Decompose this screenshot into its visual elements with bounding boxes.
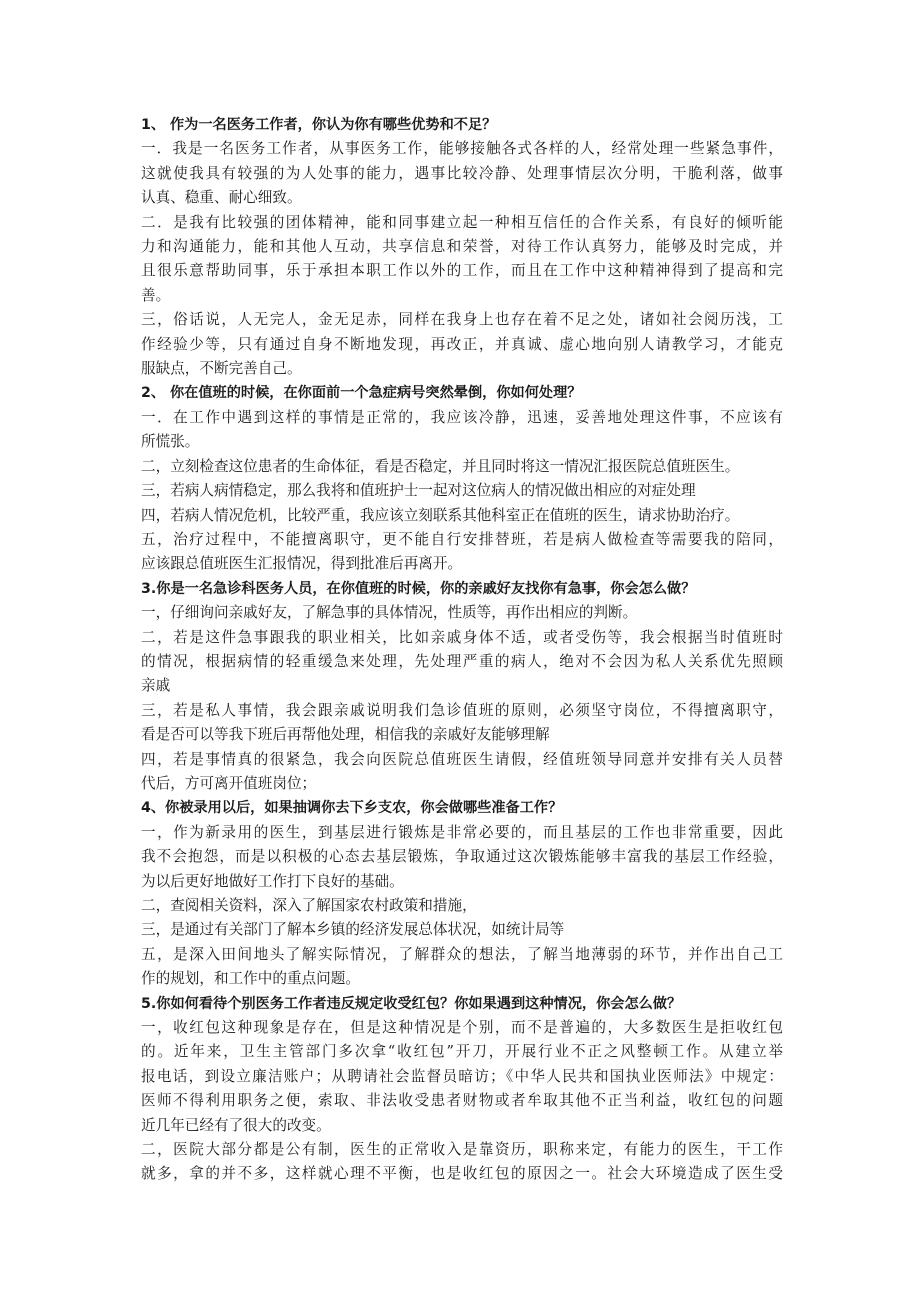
text-line: 服缺点，不断完善自己。 bbox=[141, 360, 302, 378]
text-line: 这就使我具有较强的为人处事的能力，遇事比较冷静、处理事情层次分明，干脆利落，做事 bbox=[141, 164, 783, 182]
text-line: 三，俗话说，人无完人，金无足赤，同样在我身上也存在着不足之处，诸如社会阅历浅，工 bbox=[141, 311, 783, 329]
answer-paragraph bbox=[141, 1016, 783, 1138]
answer-paragraph bbox=[141, 406, 783, 455]
text-line: 应该跟总值班医生汇报情况，得到批准后再离开。 bbox=[141, 555, 463, 573]
answer-paragraph bbox=[141, 918, 783, 942]
text-line: 三，是通过有关部门了解本乡镇的经济发展总体状况，如统计局等 bbox=[141, 921, 565, 939]
text-line: 四，若是事情真的很紧急，我会向医院总值班医生请假，经值班领导同意并安排有关人员替 bbox=[141, 750, 783, 768]
answer-paragraph bbox=[141, 455, 783, 479]
text-line: 一．在工作中遇到这样的事情是正常的，我应该冷静，迅速，妥善地处理这件事，不应该有 bbox=[141, 408, 783, 426]
text-line: 作的规划，和工作中的重点问题。 bbox=[141, 970, 360, 988]
text-line: 善。 bbox=[141, 286, 171, 304]
text-line: 力和沟通能力，能和其他人互动，共享信息和荣誉，对待工作认真努力，能够及时完成，并 bbox=[141, 238, 783, 256]
text-line: 一，仔细询问亲戚好友，了解急事的具体情况，性质等，再作出相应的判断。 bbox=[141, 604, 638, 622]
text-line: 一．我是一名医务工作者，从事医务工作，能够接触各式各样的人，经常处理一些紧急事件， bbox=[141, 140, 783, 158]
answer-paragraph bbox=[141, 601, 783, 625]
question-heading: 2、 你在值班的时候，在你面前一个急症病号突然晕倒，你如何处理？ bbox=[141, 385, 582, 402]
answer-paragraph bbox=[141, 137, 783, 210]
text-line: 一，作为新录用的医生，到基层进行锻炼是非常必要的，而且基层的工作也非常重要，因此 bbox=[141, 823, 783, 841]
text-line: 的。近年来，卫生主管部门多次拿“收红包”开刀，开展行业不正之风整顿工作。从建立举 bbox=[141, 1043, 783, 1061]
answer-paragraph bbox=[141, 211, 783, 309]
answer-paragraph bbox=[141, 894, 783, 918]
text-line: 代后，方可离开值班岗位； bbox=[141, 774, 317, 792]
answer-paragraph bbox=[141, 528, 783, 577]
question-heading: 1、 作为一名医务工作者，你认为你有哪些优势和不足？ bbox=[141, 117, 497, 133]
text-line: 四，若病人情况危机，比较严重，我应该立刻联系其他科室正在值班的医生，请求协助治疗。 bbox=[141, 506, 740, 524]
text-line: 看是否可以等我下班后再帮他处理，相信我的亲戚好友能够理解 bbox=[141, 726, 550, 744]
text-line: 二，若是这件急事跟我的职业相关，比如亲戚身体不适，或者受伤等，我会根据当时值班时 bbox=[141, 628, 783, 646]
answer-paragraph bbox=[141, 821, 783, 894]
answer-paragraph bbox=[141, 1138, 783, 1187]
text-line: 医师不得利用职务之便，索取、非法收受患者财物或者牟取其他不正当利益，收红包的问题 bbox=[141, 1092, 783, 1110]
text-line: 五，治疗过程中，不能擅离职守，更不能自行安排替班，若是病人做检查等需要我的陪同， bbox=[141, 530, 783, 548]
answer-paragraph bbox=[141, 504, 783, 528]
text-line: 我不会抱怨，而是以积极的心态去基层锻炼，争取通过这次锻炼能够丰富我的基层工作经验， bbox=[141, 848, 783, 866]
question-heading: 5.你如何看待个别医务工作者违反规定收受红包？你如果遇到这种情况，你会怎么做？ bbox=[141, 995, 682, 1012]
answer-paragraph bbox=[141, 699, 783, 748]
text-line: 报电话，到设立廉洁账户；从聘请社会监督员暗访；《中华人民共和国执业医师法》中规定： bbox=[141, 1067, 783, 1085]
text-line: 五，是深入田间地头了解实际情况，了解群众的想法，了解当地薄弱的环节，并作出自己工 bbox=[141, 945, 783, 963]
answer-paragraph bbox=[141, 748, 783, 797]
text-line: 二，立刻检查这位患者的生命体征，看是否稳定，并且同时将这一情况汇报医院总值班医生。 bbox=[141, 457, 740, 475]
document-page bbox=[141, 113, 783, 1187]
question-heading: 4、你被录用以后，如果抽调你去下乡支农，你会做哪些准备工作？ bbox=[141, 800, 563, 817]
text-line: 一，收红包这种现象是存在，但是这种情况是个别，而不是普遍的，大多数医生是拒收红包 bbox=[141, 1019, 783, 1037]
text-line: 二．是我有比较强的团体精神，能和同事建立起一种相互信任的合作关系，有良好的倾听能 bbox=[141, 213, 783, 231]
question-heading: 3.你是一名急诊科医务人员，在你值班的时候，你的亲戚好友找你有急事，你会怎么做？ bbox=[141, 580, 696, 597]
text-line: 三，若是私人事情，我会跟亲戚说明我们急诊值班的原则，必须坚守岗位，不得擅离职守， bbox=[141, 701, 783, 719]
text-line: 且很乐意帮助同事，乐于承担本职工作以外的工作，而且在工作中这种精神得到了提高和完 bbox=[141, 262, 783, 280]
answer-paragraph bbox=[141, 943, 783, 992]
answer-paragraph bbox=[141, 308, 783, 381]
answer-paragraph bbox=[141, 626, 783, 699]
answer-paragraph bbox=[141, 479, 783, 503]
text-line: 二，查阅相关资料，深入了解国家农村政策和措施， bbox=[141, 897, 477, 914]
text-line: 为以后更好地做好工作打下良好的基础。 bbox=[141, 872, 404, 890]
text-line: 近几年已经有了很大的改变。 bbox=[141, 1116, 331, 1134]
text-line: 所慌张。 bbox=[141, 433, 200, 451]
text-line: 二，医院大部分都是公有制，医生的正常收入是靠资历，职称来定，有能力的医生，干工作 bbox=[141, 1141, 783, 1159]
text-line: 三，若病人病情稳定，那么我将和值班护士一起对这位病人的情况做出相应的对症处理 bbox=[141, 482, 696, 500]
text-line: 作经验少等，只有通过自身不断地发现，再改正，并真诚、虚心地向别人请教学习，才能克 bbox=[141, 335, 783, 353]
text-line: 认真、稳重、耐心细致。 bbox=[141, 189, 302, 207]
text-line: 的情况，根据病情的轻重缓急来处理，先处理严重的病人，绝对不会因为私人关系优先照顾 bbox=[141, 652, 783, 670]
text-line: 亲戚 bbox=[141, 677, 171, 695]
text-line: 就多，拿的并不多，这样就心理不平衡，也是收红包的原因之一。社会大环境造成了医生受 bbox=[141, 1165, 783, 1183]
